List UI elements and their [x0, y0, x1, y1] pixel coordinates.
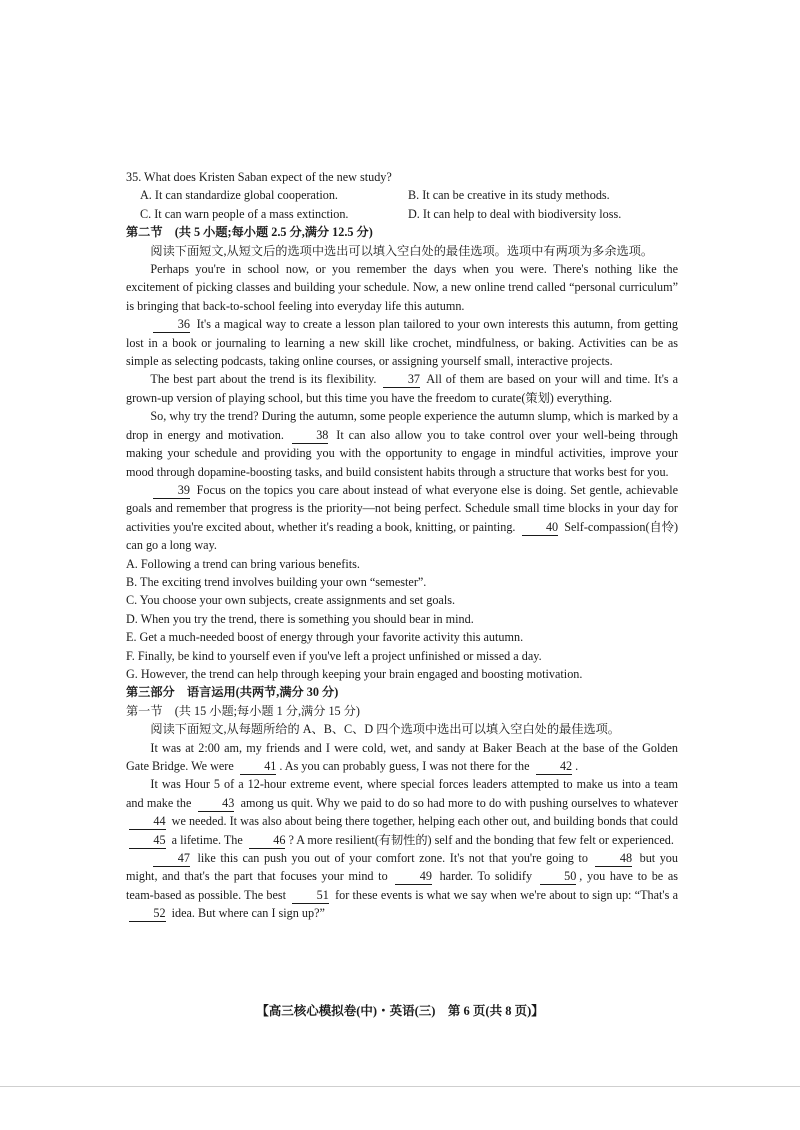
blank-51: 51 — [292, 888, 329, 904]
blank-47: 47 — [153, 851, 190, 867]
section-2-instruction: 阅读下面短文,从短文后的选项中选出可以填入空白处的最佳选项。选项中有两项为多余选项。 — [150, 243, 654, 258]
blank-40: 40 — [522, 520, 559, 536]
section-2-options — [126, 555, 678, 684]
blank-36: 36 — [153, 317, 190, 333]
question-35: 35. What does Kristen Saban expect of the new study? — [126, 170, 392, 184]
option-b: B. The exciting trend involves building your own “semester”. — [126, 574, 427, 589]
option-f: F. Finally, be kind to yourself even if you've left a project unfinished or missed a day. — [126, 648, 542, 663]
option-d: D. When you try the trend, there is something you should bear in mind. — [126, 611, 474, 626]
passage-paragraph: Perhaps you're in school now, or you remember the days when you were. There's nothing like the excitement of picking classes and building your schedule. Now, a new online trend called “personal curriculum” is bringing that back-to-school feeling into everyday life this autumn. — [126, 262, 678, 313]
part-3-heading: 第三部分 语言运用(共两节,满分 30 分) — [126, 685, 339, 700]
option-c: C. You choose your own subjects, create assignments and set goals. — [126, 593, 456, 608]
blank-52: 52 — [129, 906, 166, 922]
option-b: B. It can be creative in its study methods. — [408, 188, 610, 203]
option-g: G. However, the trend can help through keeping your brain engaged and boosting motivation. — [126, 666, 583, 681]
section-2-heading: 第二节 (共 5 小题;每小题 2.5 分,满分 12.5 分) — [126, 225, 373, 240]
blank-50: 50 — [540, 869, 577, 885]
exam-page — [126, 168, 678, 923]
option-a: A. It can standardize global cooperation. — [140, 188, 338, 203]
blank-49: 49 — [395, 869, 432, 885]
blank-42: 42 — [536, 759, 573, 775]
part-3-subheading: 第一节 (共 15 小题;每小题 1 分,满分 15 分) — [126, 703, 360, 718]
blank-38: 38 — [292, 428, 329, 444]
blank-39: 39 — [153, 483, 190, 499]
blank-45: 45 — [129, 833, 166, 849]
cloze-paragraph: It was Hour 5 of a 12-hour extreme event, where special forces leaders attempted to make us into a team and make the 43 among us quit. Why we paid to do so had more to do with pushing ourselves to whatever 44 we needed. It was also about being there together, helping each other out, and building bonds that could 45 a lifetime. The 46 ? A more resilient(有韧性的) self and the bonding that few felt or experienced. — [126, 777, 679, 847]
passage-paragraph: 36 It's a magical way to create a lesson plan tailored to your own interests this autumn, from getting lost in a book or journaling to learning a new skill like crochet, mindfulness, or baking. Activities can be as simple as selecting podcasts, taking online courses, or assigning yourself small, interactive projects. — [126, 317, 678, 369]
page-footer: 【高三核心模拟卷(中)・英语(三) 第 6 页(共 8 页)】 — [256, 1004, 544, 1018]
passage-paragraph: The best part about the trend is its flexibility. 37 All of them are based on your will and time. It's a grown-up version of playing school, but this time you have the freedom to curate(策划) everything. — [126, 372, 679, 405]
blank-43: 43 — [198, 796, 235, 812]
option-c: C. It can warn people of a mass extinction. — [140, 206, 349, 221]
passage-paragraph: 39 Focus on the topics you care about instead of what everyone else is doing. Set gentle, achievable goals and remember that progress is the priority—not being perfect. Schedule small time blocks in your day for activities you're excited about, whether it's reading a book, knitting, or painting. 40 Self-compassion(自怜) can go a long way. — [126, 482, 679, 553]
option-d: D. It can help to deal with biodiversity loss. — [408, 206, 622, 221]
part-3-instruction: 阅读下面短文,从每题所给的 A、B、C、D 四个选项中选出可以填入空白处的最佳选项。 — [150, 722, 620, 737]
blank-41: 41 — [240, 759, 277, 775]
passage-paragraph: So, why try the trend? During the autumn, some people experience the autumn slump, which is marked by a drop in energy and motivation. 38 It can also allow you to take control over your well-being through making your schedule and providing you with the opportunity to engage in mindful activities, improve your mood through dopamine-boosting tasks, and build consistent habits through a structure that works best for you. — [126, 409, 679, 479]
question-35-options — [140, 186, 678, 223]
bottom-divider — [0, 1086, 800, 1087]
option-a: A. Following a trend can bring various benefits. — [126, 556, 360, 571]
blank-48: 48 — [595, 851, 632, 867]
cloze-paragraph: It was at 2:00 am, my friends and I were cold, wet, and sandy at Baker Beach at the base of the Golden Gate Bridge. We were 41 . As you can probably guess, I was not there for the 42 . — [126, 740, 678, 773]
blank-44: 44 — [129, 814, 166, 830]
blank-46: 46 — [249, 833, 286, 849]
blank-37: 37 — [383, 372, 420, 388]
cloze-paragraph: 47 like this can push you out of your comfort zone. It's not that you're going to 48 but you might, and that's the part that focuses your mind to 49 harder. To solidify 50 , you have to be as team-based as possible. The best 51 for these events is what we say when we're about to sign up: “That's a 52 idea. But where can I sign up?” — [126, 851, 679, 921]
option-e: E. Get a much-needed boost of energy through your favorite activity this autumn. — [126, 630, 524, 645]
